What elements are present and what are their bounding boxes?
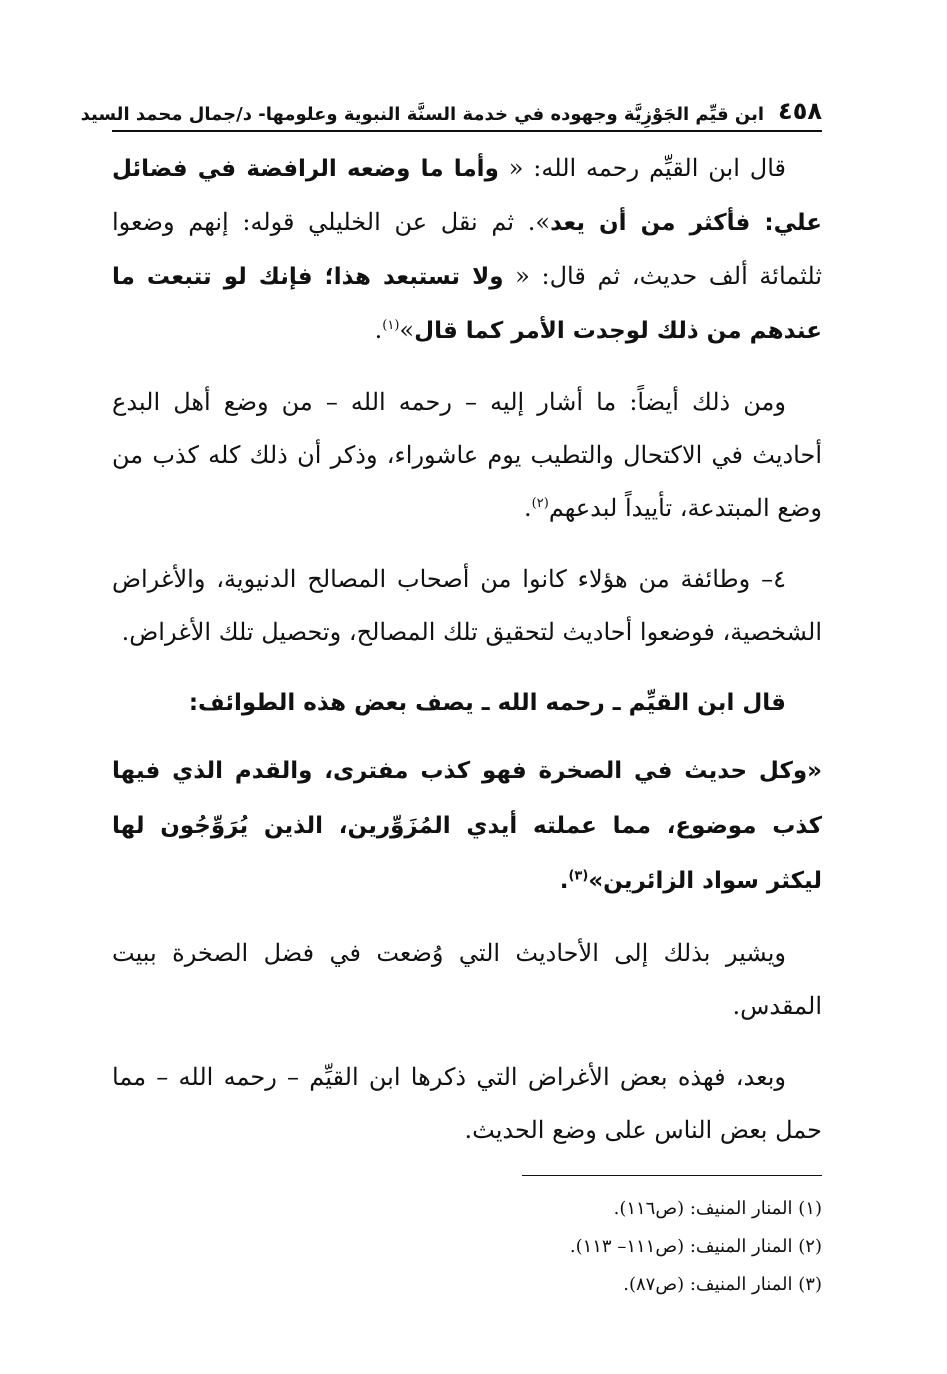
paragraph-2 xyxy=(112,376,822,535)
paragraph-1-close-quote: » xyxy=(399,316,415,344)
running-header xyxy=(80,95,822,132)
quote-paragraph xyxy=(112,744,822,909)
footnote-ref-2[interactable]: (٢) xyxy=(531,496,549,511)
book-page xyxy=(80,95,823,1304)
quote-end: . xyxy=(559,868,569,894)
paragraph-1-middle: ». ثم نقل عن الخليلي قوله: إنهم وضعوا ثلثمائة ألف حديث، ثم قال: « xyxy=(112,208,822,290)
paragraph-2-end: . xyxy=(524,494,532,522)
paragraph-1 xyxy=(112,142,822,358)
footnote-ref-1[interactable]: (١) xyxy=(382,318,400,333)
page-number: ٤٥٨ xyxy=(778,97,822,125)
quote-rafida: وأما ما وضعه الرافضة في فضائل علي: فأكثر من أن يعد xyxy=(112,156,822,236)
paragraph-5: وبعد، فهذه بعض الأغراض التي ذكرها ابن القيِّم – رحمه الله – مما حمل بعض الناس على وضع الحديث. xyxy=(112,1063,822,1144)
quote-text: «وكل حديث في الصخرة فهو كذب مفترى، والقدم الذي فيها كذب موضوع، مما عملته أيدي المُزَوِّرين، الذين يُرَوِّجُون لها ليكثر سواد الزائرين» xyxy=(112,758,822,894)
body-text xyxy=(112,142,822,1157)
footnote-3: (٣) المنار المنيف: (ص٨٧). xyxy=(623,1274,822,1295)
running-title: ابن قيِّم الجَوْزِيَّة وجهوده في خدمة السنَّة النبوية وعلومها- د/جمال محمد السيد xyxy=(80,104,765,125)
paragraph-2-text: ومن ذلك أيضاً: ما أشار إليه – رحمه الله – من وضع أهل البدع أحاديث في الاكتحال والتطيب يوم عاشوراء، وذكر أن ذلك كله كذب من وضع المبتدعة، تأييداً لبدعهم xyxy=(112,388,823,522)
paragraph-1-intro: قال ابن القيِّم رحمه الله: « xyxy=(498,154,786,182)
section-heading: قال ابن القيِّم ـ رحمه الله ـ يصف بعض هذه الطوائف: xyxy=(188,690,786,716)
footnote-2: (٢) المنار المنيف: (ص١١١– ١١٣). xyxy=(569,1236,822,1257)
paragraph-3: ٤– وطائفة من هؤلاء كانوا من أصحاب المصالح الدنيوية، والأغراض الشخصية، فوضعوا أحاديث لتحقيق تلك المصالح، وتحصيل تلك الأغراض. xyxy=(112,565,822,646)
footnote-separator xyxy=(522,1175,822,1176)
paragraph-1-end: . xyxy=(374,316,383,344)
footnotes xyxy=(112,1190,822,1304)
footnote-1: (١) المنار المنيف: (ص١١٦). xyxy=(613,1198,822,1219)
footnote-ref-3[interactable]: (٣) xyxy=(568,868,589,884)
quote-khalili: ولا تستبعد هذا؛ فإنك لو تتبعت ما عندهم من ذلك لوجدت الأمر كما قال xyxy=(112,264,822,344)
paragraph-4: ويشير بذلك إلى الأحاديث التي وُضعت في فضل الصخرة ببيت المقدس. xyxy=(112,939,822,1020)
